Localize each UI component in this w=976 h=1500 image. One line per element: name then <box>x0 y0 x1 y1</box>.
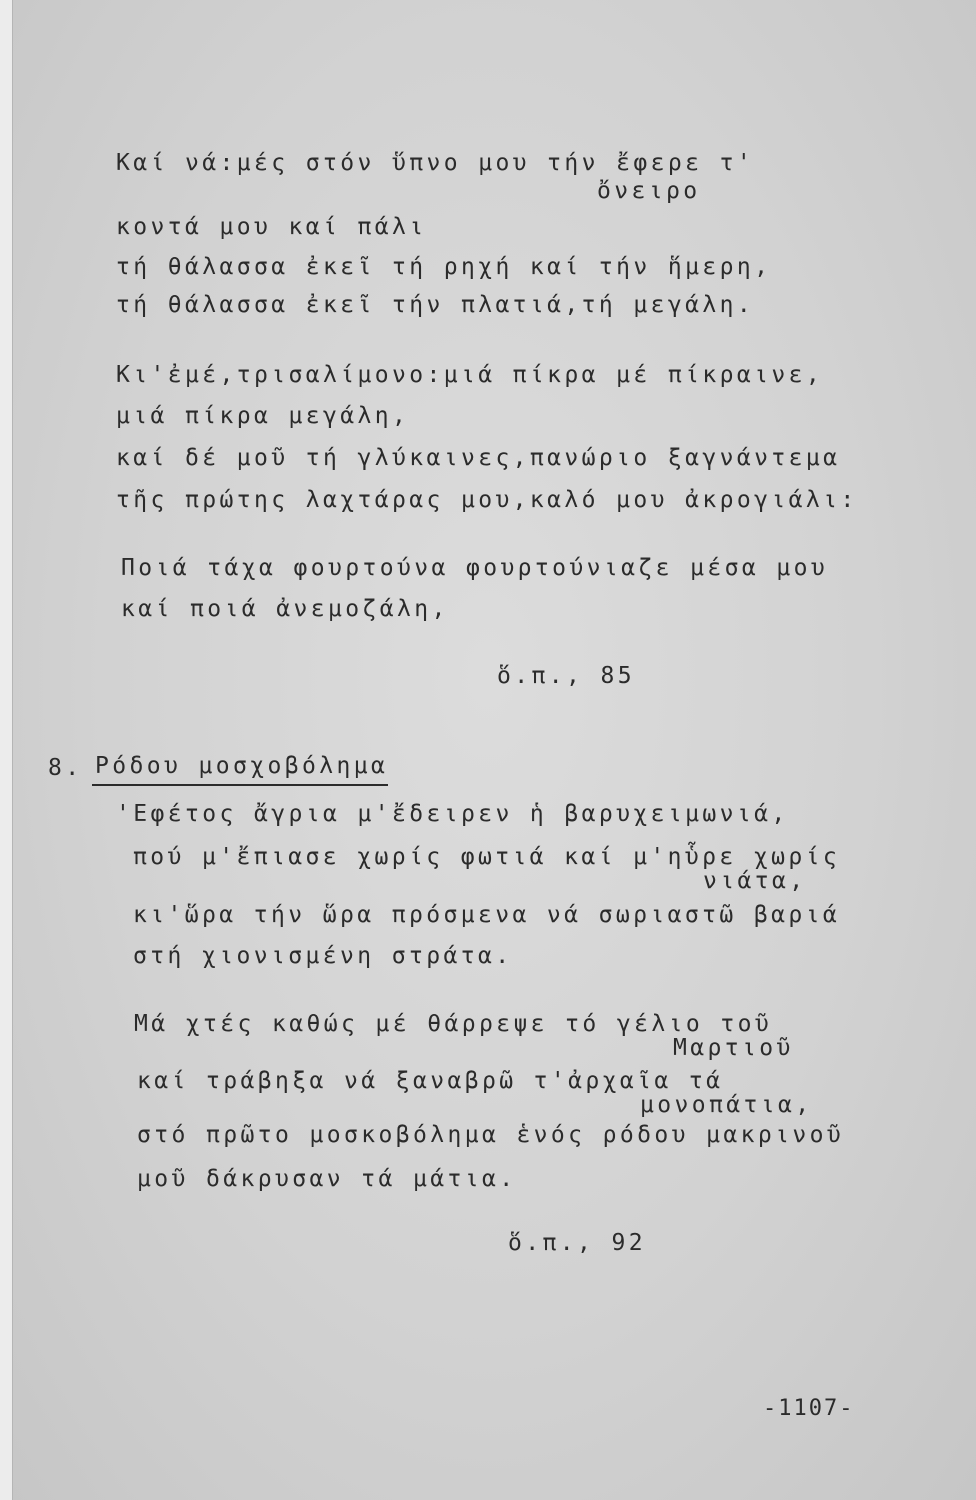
poem-line: μιά πίκρα μεγάλη, <box>116 403 410 429</box>
poem-line: Καί νά:μές στόν ὕπνο μου τήν ἔφερε τ' <box>116 150 755 176</box>
citation: ὅ.π., 92 <box>508 1230 646 1256</box>
poem-line: τή θάλασσα ἐκεῖ τήν πλατιά,τή μεγάλη. <box>116 292 755 318</box>
section-title: Ρόδου μοσχοβόλημα <box>95 753 389 779</box>
poem-line: κι'ὥρα τήν ὥρα πρόσμενα νά σωριαστῶ βαριά <box>133 902 841 928</box>
page-number: -1107- <box>763 1396 855 1421</box>
poem-line: Ποιά τάχα φουρτούνα φουρτούνιαζε μέσα μου <box>121 555 829 581</box>
poem-line: Μά χτές καθώς μέ θάρρεψε τό γέλιο τοῦ <box>134 1011 773 1037</box>
citation: ὅ.π., 85 <box>497 663 635 689</box>
section-title-underline <box>92 784 388 786</box>
poem-line: στό πρῶτο μοσκοβόλημα ἑνός ρόδου μακρινοῦ <box>137 1122 845 1148</box>
poem-line-continuation: Μαρτιοῦ <box>673 1035 794 1061</box>
poem-line: καί δέ μοῦ τή γλύκαινες,πανώριο ξαγνάντεμα <box>116 445 841 471</box>
poem-line-continuation: μονοπάτια, <box>640 1092 813 1118</box>
poem-line: καί ποιά ἀνεμοζάλη, <box>121 596 449 622</box>
section-number: 8. <box>48 755 83 781</box>
poem-line-continuation: ὄνειρο <box>597 178 701 204</box>
poem-line: Κι'ἐμέ,τρισαλίμονο:μιά πίκρα μέ πίκραινε, <box>116 362 824 388</box>
poem-line: κοντά μου καί πάλι <box>116 214 427 240</box>
poem-line: τή θάλασσα ἐκεῖ τή ρηχή καί τήν ἥμερη, <box>116 254 772 280</box>
poem-line-continuation: νιάτα, <box>703 868 807 894</box>
poem-line: 'Εφέτος ἄγρια μ'ἔδειρεν ἡ βαρυχειμωνιά, <box>116 801 789 827</box>
poem-line: πού μ'ἔπιασε χωρίς φωτιά καί μ'ηὗρε χωρίς <box>133 844 841 870</box>
poem-line: καί τράβηξα νά ξαναβρῶ τ'ἀρχαῖα τά <box>137 1068 724 1094</box>
poem-line: μοῦ δάκρυσαν τά μάτια. <box>137 1166 517 1192</box>
poem-line: τῆς πρώτης λαχτάρας μου,καλό μου ἀκρογιάλι: <box>116 487 858 513</box>
scan-left-edge <box>0 0 13 1500</box>
poem-line: στή χιονισμένη στράτα. <box>133 943 513 969</box>
